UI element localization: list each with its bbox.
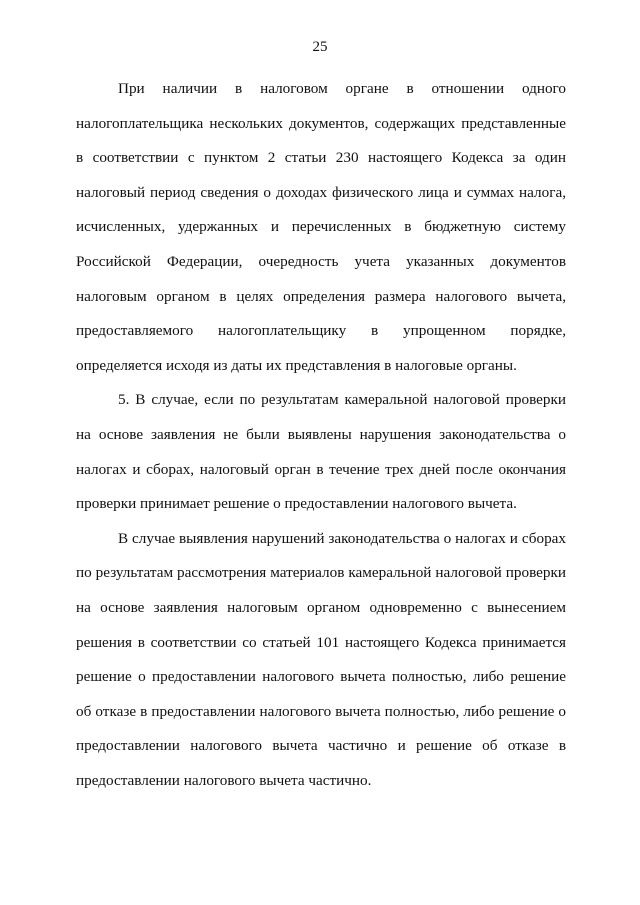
paragraph-item-5: 5. В случае, если по результатам камеральной налоговой проверки на основе заявления не были выявлены нарушения законодательства о налогах и сборах, налоговый орган в течение трех дней после окончания проверки принимает решение о предоставлении налогового вычета. xyxy=(76,391,566,513)
paragraph-document-order: При наличии в налоговом органе в отношении одного налогоплательщика нескольких документов, содержащих представленные в соответствии с пунктом 2 статьи 230 настоящего Кодекса за один налоговый период сведения о доходах физического лица и суммах налога, исчисленных, удержанных и перечисленных в бюджетную систему Российской Федерации, очередность учета указанных документов налоговым органом в целях определения размера налогового вычета, предоставляемого налогоплательщику в упрощенном порядке, определяется исходя из даты их представления в налоговые органы. xyxy=(76,80,566,374)
page-number: 25 xyxy=(312,39,328,55)
paragraph-violations-decision: В случае выявления нарушений законодательства о налогах и сборах по результатам рассмотрения материалов камеральной налоговой проверки на основе заявления налоговым органом одновременно с вынесением решения в соответствии со статьей 101 настоящего Кодекса принимается решение о предоставлении налогового вычета полностью, либо решение об отказе в предоставлении налогового вычета полностью, либо решение о предоставлении налогового вычета частично и решение об отказе в предоставлении налогового вычета частично. xyxy=(76,529,566,789)
document-body xyxy=(76,72,566,798)
